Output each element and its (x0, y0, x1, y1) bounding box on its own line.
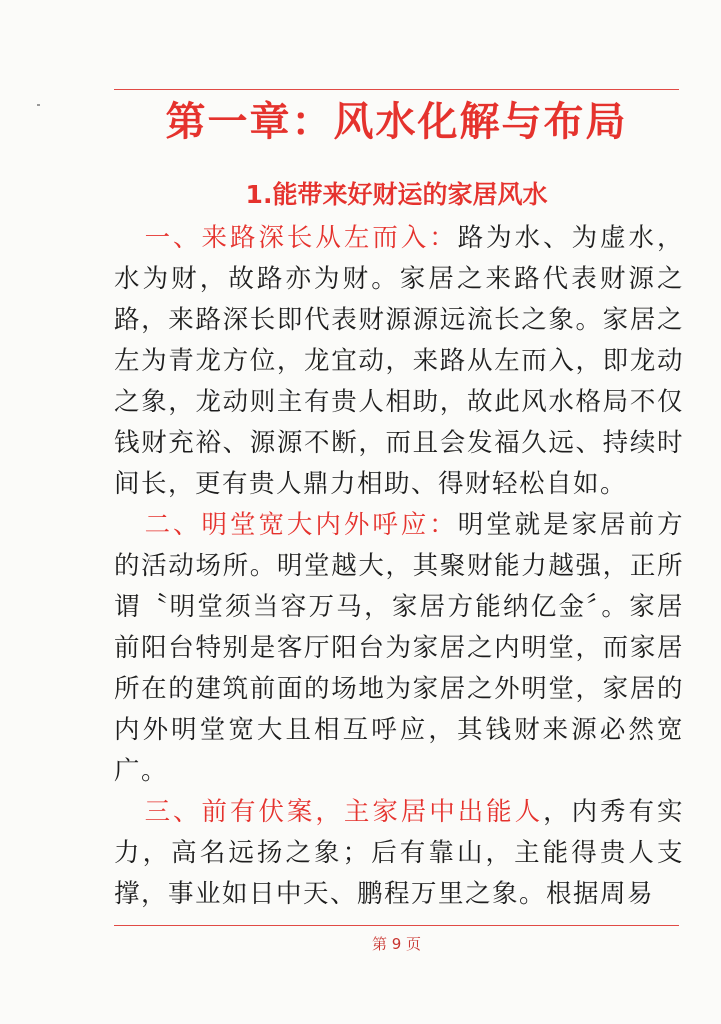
paragraph-heading: 三、前有伏案，主家居中出能人 (144, 797, 544, 827)
paragraph-heading: 一、来路深长从左而入： (144, 223, 458, 253)
paragraph-text: ，内秀有实力，高名远扬之象；后有靠山，主能得贵人支撑，事业如日中天、鹏程万里之象。根据周易 (114, 797, 684, 909)
body-text (114, 218, 684, 915)
chapter-title: 第一章：风水化解与布局 (165, 99, 628, 145)
paragraph-2 (114, 505, 684, 792)
section-title: 1.能带来好财运的家居风水 (245, 180, 548, 209)
bottom-rule (114, 925, 679, 926)
scan-mark (37, 104, 40, 106)
top-rule (114, 89, 679, 90)
paragraph-text: 明堂就是家居前方的活动场所。明堂越大，其聚财能力越强，正所谓〝明堂须当容万马，家居方能纳亿金〞。家居前阳台特别是客厅阳台为家居之内明堂，而家居所在的建筑前面的场地为家居之外明堂，家居的内外明堂宽大且相互呼应，其钱财来源必然宽广。 (114, 510, 684, 786)
paragraph-3 (114, 792, 684, 915)
paragraph-1 (114, 218, 684, 505)
page-number: 第 9 页 (371, 935, 422, 953)
paragraph-text: 路为水、为虚水，水为财，故路亦为财。家居之来路代表财源之路，来路深长即代表财源源远流长之象。家居之左为青龙方位，龙宜动，来路从左而入，即龙动之象，龙动则主有贵人相助，故此风水格局不仅钱财充裕、源源不断，而且会发福久远、持续时间长，更有贵人鼎力相助、得财轻松自如。 (114, 223, 684, 499)
paragraph-heading: 二、明堂宽大内外呼应： (144, 510, 458, 540)
